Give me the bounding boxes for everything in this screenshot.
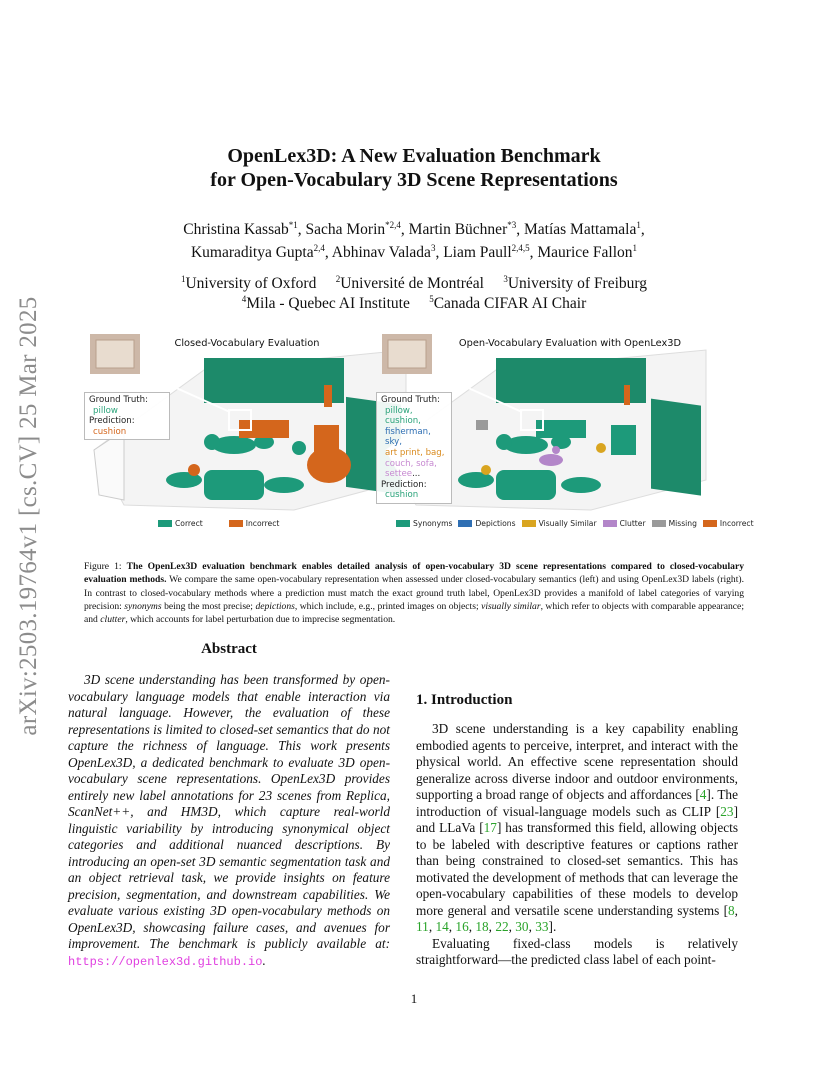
intro-text: , xyxy=(468,919,476,934)
intro-text: ] and LLaVa [ xyxy=(416,803,738,835)
title-line-2: for Open-Vocabulary 3D Scene Representations xyxy=(210,169,618,191)
affiliation-name: Université de Montréal xyxy=(340,275,484,292)
citation-link[interactable]: 11 xyxy=(416,919,429,934)
gt-line xyxy=(385,427,447,448)
gt-line xyxy=(385,416,447,427)
legend-label: Clutter xyxy=(619,519,646,528)
author-name: Kumaraditya Gupta xyxy=(190,244,314,261)
citation-link[interactable]: 4 xyxy=(699,787,707,802)
title-line-1: OpenLex3D: A New Evaluation Benchmark xyxy=(227,145,601,167)
gt-line xyxy=(385,448,447,459)
project-link[interactable]: https://openlex3d.github.io xyxy=(68,954,263,969)
citation-link[interactable]: 16 xyxy=(455,919,469,934)
author-name: Matías Mattamala xyxy=(523,221,637,238)
author-name: Christina Kassab xyxy=(183,221,289,238)
legend-label: Depictions xyxy=(475,519,516,528)
gt-term: art print, xyxy=(385,447,426,458)
legend-label: Incorrect xyxy=(245,519,280,528)
affiliation-sup: 1 xyxy=(180,274,186,284)
gt-term: bag, xyxy=(425,447,445,458)
author-name: Martin Büchner xyxy=(408,221,508,238)
author-sup: *2,4 xyxy=(385,220,401,230)
affiliation-sup: 4 xyxy=(241,294,247,304)
affiliation-name: University of Freiburg xyxy=(507,275,648,292)
gt-line xyxy=(385,469,447,480)
intro-text: 3D scene understanding is a key capability enabling embodied agents to perceive, interpret, and interact with the physical world. An effective scene representation should generalize across diverse indoor and outdoor environments, supporting a broad range of objects and affordances [ xyxy=(416,721,738,802)
legend-swatch xyxy=(603,520,617,527)
gt-term: sky, xyxy=(385,437,402,448)
author-name: Maurice Fallon xyxy=(537,244,633,261)
pred-label: Prediction: xyxy=(89,416,135,427)
section-heading-introduction: 1. Introduction xyxy=(416,692,513,708)
legend-label: Visually Similar xyxy=(538,519,597,528)
affiliation-name: University of Oxford xyxy=(185,275,317,292)
gt-term: fisherman, xyxy=(385,426,431,437)
gt-term: pillow, xyxy=(385,405,413,416)
open-vocab-panel xyxy=(376,330,754,535)
left-label-box xyxy=(84,392,170,440)
author-sup: *1 xyxy=(288,220,298,230)
author-sup: 2,4 xyxy=(313,243,325,253)
legend-swatch xyxy=(458,520,472,527)
paper-title xyxy=(120,144,708,192)
affiliation-sup: 2 xyxy=(335,274,341,284)
legend-swatch xyxy=(652,520,666,527)
legend-swatch xyxy=(158,520,172,527)
intro-text: , xyxy=(428,919,436,934)
left-pred-value: cushion xyxy=(93,426,127,437)
intro-paragraph-2: Evaluating fixed-class models is relatively straightforward—the predicted class label of each point- xyxy=(416,935,738,967)
affiliation-name: Canada CIFAR AI Chair xyxy=(433,295,587,312)
gt-term: settee xyxy=(385,469,413,480)
author-sup: 1 xyxy=(632,243,638,253)
legend-label: Correct xyxy=(175,519,203,528)
right-panel-title: Open-Vocabulary Evaluation with OpenLex3D xyxy=(458,338,682,349)
legend-item xyxy=(522,519,597,528)
legend-label: Synonyms xyxy=(413,519,453,528)
legend-item xyxy=(703,519,754,528)
intro-paragraph-1 xyxy=(416,721,738,936)
citation-link[interactable]: 22 xyxy=(495,919,509,934)
page-number: 1 xyxy=(410,991,418,1006)
affiliation-name: Mila - Quebec AI Institute xyxy=(246,295,410,312)
figure-1 xyxy=(84,330,754,535)
introduction-body xyxy=(416,721,738,969)
author-name: Liam Paull xyxy=(443,244,512,261)
citation-link[interactable]: 17 xyxy=(483,820,497,835)
author-sup: 1 xyxy=(636,220,641,230)
citation-link[interactable]: 23 xyxy=(720,803,734,819)
intro-text: ] has transformed this field, allowing objects to be labeled with descriptive features or captions rather than being constrained to closed-set semantics. This has motivated the development of methods that can leverage the open-vocabulary capabilities of these models to develop more general and versatile scene understanding systems [ xyxy=(416,820,738,918)
legend-item xyxy=(158,519,203,528)
gt-term: cushion, xyxy=(385,416,421,427)
right-pred-value: cushion xyxy=(385,490,419,501)
abstract-body: 3D scene understanding has been transformed by open-vocabulary language models that enable interaction via natural language. However, the evaluation of these representations is limited to closed-set semantics that do not capture the richness of language. This work presents OpenLex3D, a dedicated benchmark to evaluate 3D open-vocabulary scene representations. OpenLex3D provides entirely new label annotations for 23 scenes from Replica, ScanNet++, and HM3D, which capture real-world linguistic variability by introducing synonymical object categories and additional nuanced descriptions. By introducing an open-set 3D semantic segmentation task and an object retrieval task, we provide insights on feature precision, segmentation, and downstream capabilities. We evaluate various existing 3D open-vocabulary methods on OpenLex3D, showcasing failure cases, and avenues for improvement. The benchmark is publicly available at: https://openlex3d.github.io. xyxy=(68,672,390,969)
intro-text: , xyxy=(528,919,536,934)
legend-item xyxy=(396,519,452,528)
intro-text: , xyxy=(488,919,496,934)
pred-label: Prediction: xyxy=(381,479,427,490)
legend-item xyxy=(652,519,697,528)
figure-caption: Figure 1: The OpenLex3D evaluation benchmark enables detailed analysis of open-vocabulary 3D scene representations compared to closed-vocabulary evaluation methods. We compare the same open-vocabulary representation when assessed under closed-vocabulary semantics (left) and using OpenLex3D labels (right). In contrast to closed-vocabulary methods where a prediction must match the exact ground truth label, OpenLex3D provides a manifold of label categories of varying precision: synonyms being the most precise; depictions, which include, e.g., printed images on objects; visually similar, which refer to objects with comparable appearance; and clutter, which accounts for label perturbation due to imprecise segmentation. xyxy=(84,561,744,626)
intro-text: , xyxy=(448,919,456,934)
legend-swatch xyxy=(229,520,243,527)
gt-term: ... xyxy=(412,469,421,480)
abstract-heading: Abstract xyxy=(201,641,257,657)
legend-item xyxy=(458,519,515,528)
affiliations xyxy=(100,274,728,314)
gt-label: Ground Truth: xyxy=(89,395,149,405)
legend-swatch xyxy=(522,520,536,527)
author-list: Christina Kassab$^{*1}$, Sacha Morin$^{*2,4}$, Martin Büchner$^{*3}$, Matías Mattamala$^1$, Kumaraditya Gupta$^{2,4}$, Abhinav Valada$^3$, Liam Paull$^{2,4,5}$, Maurice Fallon$^1$ xyxy=(183,220,645,261)
legend-label: Missing xyxy=(668,519,697,528)
left-gt-value: pillow xyxy=(93,405,118,416)
intro-text: , xyxy=(508,919,516,934)
citation-link[interactable]: 18 xyxy=(475,919,489,934)
right-gt-values xyxy=(381,406,447,480)
citation-link[interactable]: 30 xyxy=(515,919,529,934)
legend-item xyxy=(603,519,646,528)
affiliation-sup: 5 xyxy=(429,294,434,304)
citation-link[interactable]: 14 xyxy=(435,919,449,934)
intro-text: ]. xyxy=(548,919,557,934)
legend-label: Incorrect xyxy=(719,519,754,528)
gt-line xyxy=(385,459,447,470)
gt-line xyxy=(385,406,447,417)
affiliation-sup: 3 xyxy=(503,274,508,284)
author-sup: 2,4,5 xyxy=(511,243,530,253)
right-legend xyxy=(396,519,760,528)
arxiv-stamp: arXiv:2503.19764v1 [cs.CV] 25 Mar 2025 xyxy=(15,296,42,736)
author-sup: 3 xyxy=(430,243,436,253)
legend-swatch xyxy=(396,520,410,527)
citation-link[interactable]: 33 xyxy=(535,919,549,934)
author-name: Abhinav Valada xyxy=(331,244,431,261)
intro-text: ]. The introduction of visual-language models such as CLIP [ xyxy=(416,787,738,819)
left-legend xyxy=(158,519,305,528)
gt-term: couch, sofa, xyxy=(385,458,437,469)
left-panel-title: Closed-Vocabulary Evaluation xyxy=(174,338,320,349)
author-sup: *3 xyxy=(507,220,517,230)
legend-item xyxy=(229,519,280,528)
gt-label: Ground Truth: xyxy=(381,395,441,405)
legend-swatch xyxy=(703,520,717,527)
author-name: Sacha Morin xyxy=(305,221,386,238)
intro-text: , xyxy=(734,902,738,918)
right-label-box xyxy=(376,392,452,504)
citation-link[interactable]: 8 xyxy=(728,902,735,918)
